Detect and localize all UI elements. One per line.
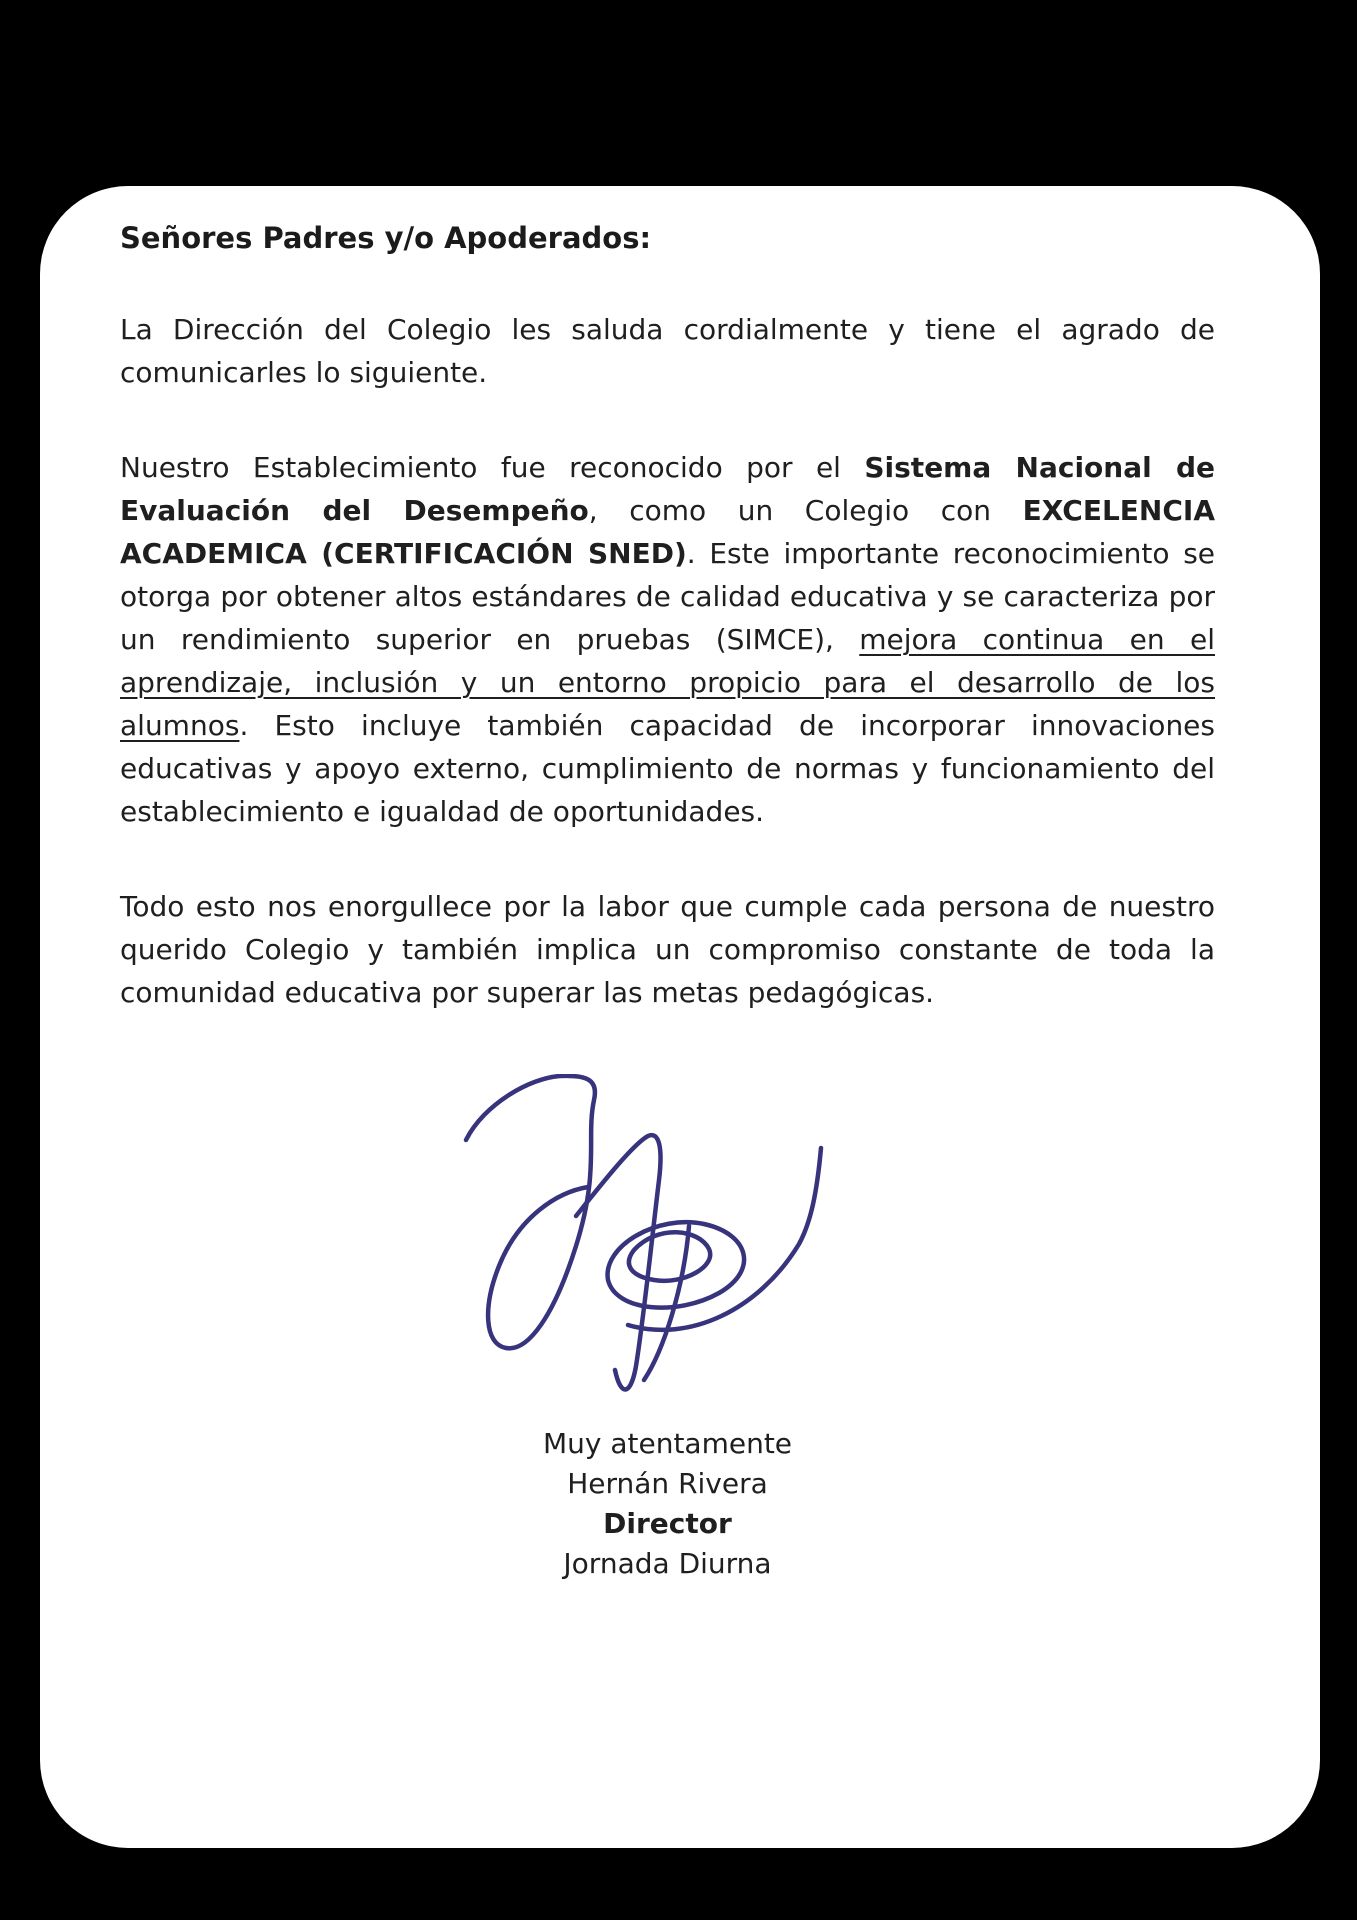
signature-graphic bbox=[458, 1074, 833, 1410]
text-run: , como un Colegio con bbox=[588, 493, 1023, 527]
text-run-bold: Sistema Nacional de Evaluación del Desempeño bbox=[120, 450, 1215, 527]
text-run-underline: mejora continua en el aprendizaje, inclusión y un entorno propicio para el desarrollo de los alumnos bbox=[120, 622, 1215, 742]
salutation: Señores Padres y/o Apoderados: bbox=[120, 221, 652, 255]
signature-block bbox=[120, 1074, 1215, 1410]
text-run: Nuestro Establecimiento fue reconocido por el bbox=[120, 450, 865, 484]
signature-ink bbox=[466, 1076, 821, 1390]
closing-block bbox=[120, 1424, 1215, 1584]
signer-name: Hernán Rivera bbox=[567, 1466, 768, 1500]
paragraph-pride: Todo esto nos enorgullece por la labor que cumple cada persona de nuestro querido Colegio y también implica un compromiso constante de toda la comunidad educativa por superar las metas pedagógicas. bbox=[120, 889, 1215, 1009]
closing-salute: Muy atentamente bbox=[542, 1426, 793, 1460]
text-run: . Esto incluye también capacidad de incorporar innovaciones educativas y apoyo externo, cumplimiento de normas y funcionamiento del establecimiento e igualdad de oportunidades. bbox=[120, 708, 1215, 828]
text-run-bold: EXCELENCIA ACADEMICA (CERTIFICACIÓN SNED) bbox=[120, 493, 1215, 570]
paragraph-greeting: La Dirección del Colegio les saluda cordialmente y tiene el agrado de comunicarles lo siguiente. bbox=[120, 312, 1215, 389]
text-run: . Este importante reconocimiento se otorga por obtener altos estándares de calidad educativa y se caracteriza por un rendimiento superior en pruebas (SIMCE), bbox=[120, 536, 1216, 656]
signer-schedule: Jornada Diurna bbox=[563, 1546, 772, 1580]
paragraph-recognition bbox=[120, 446, 1215, 833]
signer-title: Director bbox=[603, 1506, 732, 1540]
letter-card bbox=[40, 186, 1320, 1848]
